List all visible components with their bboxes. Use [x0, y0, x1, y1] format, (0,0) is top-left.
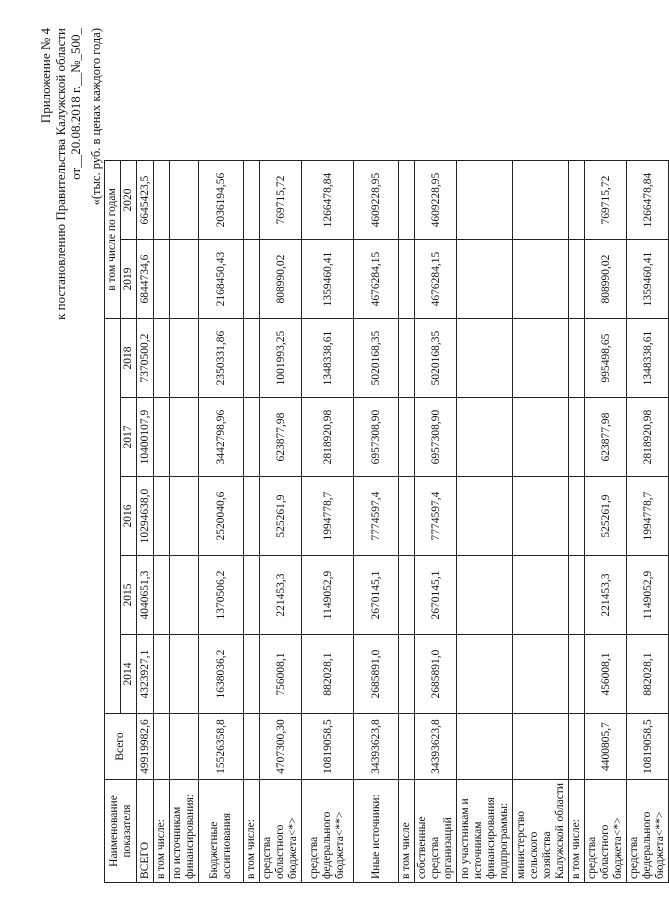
year-value-2019 [399, 240, 415, 319]
year-value-2020 [154, 161, 170, 240]
year-value-2014 [170, 635, 199, 714]
row-label: собственные средства организаций [415, 780, 457, 883]
table-row [302, 161, 354, 883]
year-value-2020: 4609228,95 [415, 161, 457, 240]
year-value-2014: 2685891,0 [415, 635, 457, 714]
year-value-2018 [170, 319, 199, 398]
year-value-2015 [457, 556, 513, 635]
year-value-2016 [244, 477, 260, 556]
table-row [354, 161, 399, 883]
year-value-2015 [154, 556, 170, 635]
year-value-2017: 2818920,98 [627, 398, 669, 477]
year-value-2016 [399, 477, 415, 556]
year-header: 2014 [121, 635, 137, 714]
year-value-2014 [154, 635, 170, 714]
year-value-2017 [154, 398, 170, 477]
year-value-2019: 4676284,15 [354, 240, 399, 319]
row-total: 4400805,7 [585, 714, 627, 780]
year-value-2015: 1370506,2 [199, 556, 244, 635]
year-value-2015: 1149052,9 [302, 556, 354, 635]
decree-date: от__20.08.2018 г.__№_500_ [68, 28, 83, 180]
year-value-2015 [244, 556, 260, 635]
row-total: 10819058,5 [302, 714, 354, 780]
year-value-2017 [399, 398, 415, 477]
year-value-2015: 2670145,1 [354, 556, 399, 635]
row-total: 49919982,6 [137, 714, 154, 780]
year-header: 2019 [121, 240, 137, 319]
year-value-2015: 221453,3 [260, 556, 302, 635]
row-label: Бюджетные ассигнования [199, 780, 244, 883]
units-note: «(тыс. руб. в ценах каждого года) [89, 28, 103, 206]
year-value-2016: 7774597,4 [354, 477, 399, 556]
row-label: Иные источники: [354, 780, 399, 883]
year-value-2018 [569, 319, 585, 398]
row-label: средства областного бюджета<*> [585, 780, 627, 883]
year-value-2019 [513, 240, 569, 319]
year-value-2020: 769715,72 [585, 161, 627, 240]
decree-reference: к постановлению Правительства Калужской области [53, 28, 68, 320]
year-value-2014 [513, 635, 569, 714]
year-value-2020: 769715,72 [260, 161, 302, 240]
table-row [154, 161, 170, 883]
year-value-2018: 1348338,61 [627, 319, 669, 398]
year-header: 2015 [121, 556, 137, 635]
year-value-2014: 456008,1 [585, 635, 627, 714]
row-total: 15526358,8 [199, 714, 244, 780]
year-value-2019 [154, 240, 170, 319]
year-value-2019: 808990,02 [260, 240, 302, 319]
year-value-2018: 1348338,61 [302, 319, 354, 398]
year-value-2017 [244, 398, 260, 477]
year-value-2017: 623877,98 [585, 398, 627, 477]
year-value-2015 [513, 556, 569, 635]
year-value-2020 [513, 161, 569, 240]
table-row [260, 161, 302, 883]
row-total: 34393623,8 [354, 714, 399, 780]
year-value-2019: 2168450,43 [199, 240, 244, 319]
year-value-2018 [513, 319, 569, 398]
year-value-2016: 2520040,6 [199, 477, 244, 556]
row-label: в том числе: [154, 780, 170, 883]
year-value-2015 [569, 556, 585, 635]
year-header: 2017 [121, 398, 137, 477]
year-value-2014: 882028,1 [627, 635, 669, 714]
row-label: ВСЕГО [137, 780, 154, 883]
year-value-2014: 1638036,2 [199, 635, 244, 714]
row-total: 4707300,30 [260, 714, 302, 780]
table-row [627, 161, 669, 883]
year-value-2017: 6957308,90 [354, 398, 399, 477]
year-value-2016: 10294638,0 [137, 477, 154, 556]
year-value-2016 [569, 477, 585, 556]
year-value-2014 [569, 635, 585, 714]
row-total [154, 714, 170, 780]
year-value-2015: 2670145,1 [415, 556, 457, 635]
year-value-2018 [457, 319, 513, 398]
year-value-2018 [399, 319, 415, 398]
row-label: средства федерального бюджета<**> [302, 780, 354, 883]
year-value-2020 [569, 161, 585, 240]
year-value-2019: 1359460,41 [302, 240, 354, 319]
table-row [244, 161, 260, 883]
table-row [585, 161, 627, 883]
row-label: в том числе: [569, 780, 585, 883]
year-value-2015: 1149052,9 [627, 556, 669, 635]
header-indicator-name: Наименование показателя [105, 780, 137, 883]
year-value-2020 [170, 161, 199, 240]
row-total [244, 714, 260, 780]
year-value-2017 [569, 398, 585, 477]
year-value-2017 [170, 398, 199, 477]
year-value-2015: 221453,3 [585, 556, 627, 635]
year-value-2020: 1266478,84 [627, 161, 669, 240]
header-spacer [105, 319, 121, 714]
year-header: 2020 [121, 161, 137, 240]
table-row [569, 161, 585, 883]
row-total [170, 714, 199, 780]
table-row [199, 161, 244, 883]
year-value-2018: 5020168,35 [354, 319, 399, 398]
table-row [457, 161, 513, 883]
year-header: 2018 [121, 319, 137, 398]
year-value-2018: 5020168,35 [415, 319, 457, 398]
year-value-2014: 756008,1 [260, 635, 302, 714]
table-row [399, 161, 415, 883]
year-value-2017: 10400107,9 [137, 398, 154, 477]
year-value-2014 [244, 635, 260, 714]
appendix-number: Приложение № 4 [38, 28, 53, 124]
year-value-2020: 4609228,95 [354, 161, 399, 240]
year-value-2018: 1001993,25 [260, 319, 302, 398]
row-total [569, 714, 585, 780]
table-row [415, 161, 457, 883]
year-value-2016 [457, 477, 513, 556]
year-value-2018: 7370500,2 [137, 319, 154, 398]
year-value-2017: 2818920,98 [302, 398, 354, 477]
row-label: средства федерального бюджета<**> [627, 780, 669, 883]
year-value-2019 [457, 240, 513, 319]
year-value-2014 [399, 635, 415, 714]
row-label: в том числе: [244, 780, 260, 883]
year-header: 2016 [121, 477, 137, 556]
row-total: 34393623,8 [415, 714, 457, 780]
year-value-2014 [457, 635, 513, 714]
year-value-2017 [457, 398, 513, 477]
year-value-2017: 3442798,96 [199, 398, 244, 477]
header-total: Всего [105, 714, 137, 780]
table-row [513, 161, 569, 883]
year-value-2017: 6957308,90 [415, 398, 457, 477]
year-value-2015 [170, 556, 199, 635]
row-total: 10819058,5 [627, 714, 669, 780]
year-value-2019 [244, 240, 260, 319]
year-value-2018 [154, 319, 170, 398]
row-label: в том числе [399, 780, 415, 883]
year-value-2017 [513, 398, 569, 477]
year-value-2016 [154, 477, 170, 556]
year-value-2020 [399, 161, 415, 240]
row-label: министерство сельского хозяйства Калужской области [513, 780, 569, 883]
year-value-2020: 2036194,56 [199, 161, 244, 240]
year-value-2016: 1994778,7 [627, 477, 669, 556]
row-total [457, 714, 513, 780]
year-value-2020: 6645423,5 [137, 161, 154, 240]
year-value-2020: 1266478,84 [302, 161, 354, 240]
year-value-2016 [513, 477, 569, 556]
year-value-2016: 525261,9 [260, 477, 302, 556]
year-value-2014: 2685891,0 [354, 635, 399, 714]
year-value-2018: 2350331,86 [199, 319, 244, 398]
row-total [399, 714, 415, 780]
year-value-2019: 6844734,6 [137, 240, 154, 319]
row-total [513, 714, 569, 780]
table-row [137, 161, 154, 883]
year-value-2018: 995498,65 [585, 319, 627, 398]
row-label: по участникам и источникам финансирования подпрограммы: [457, 780, 513, 883]
year-value-2017: 623877,98 [260, 398, 302, 477]
year-value-2019: 808990,02 [585, 240, 627, 319]
year-value-2020 [457, 161, 513, 240]
year-value-2016: 1994778,7 [302, 477, 354, 556]
year-value-2015: 4040651,3 [137, 556, 154, 635]
year-value-2018 [244, 319, 260, 398]
year-value-2016: 7774597,4 [415, 477, 457, 556]
year-value-2016: 525261,9 [585, 477, 627, 556]
table-row [170, 161, 199, 883]
financing-table [104, 160, 669, 883]
year-value-2019 [170, 240, 199, 319]
year-value-2016 [170, 477, 199, 556]
year-value-2019: 1359460,41 [627, 240, 669, 319]
header-by-years: в том числе по годам [105, 161, 121, 319]
year-value-2020 [244, 161, 260, 240]
year-value-2019: 4676284,15 [415, 240, 457, 319]
year-value-2014: 882028,1 [302, 635, 354, 714]
year-value-2019 [569, 240, 585, 319]
year-value-2014: 4323927,1 [137, 635, 154, 714]
row-label: по источникам финансирования: [170, 780, 199, 883]
year-value-2015 [399, 556, 415, 635]
row-label: средства областного бюджета<*> [260, 780, 302, 883]
